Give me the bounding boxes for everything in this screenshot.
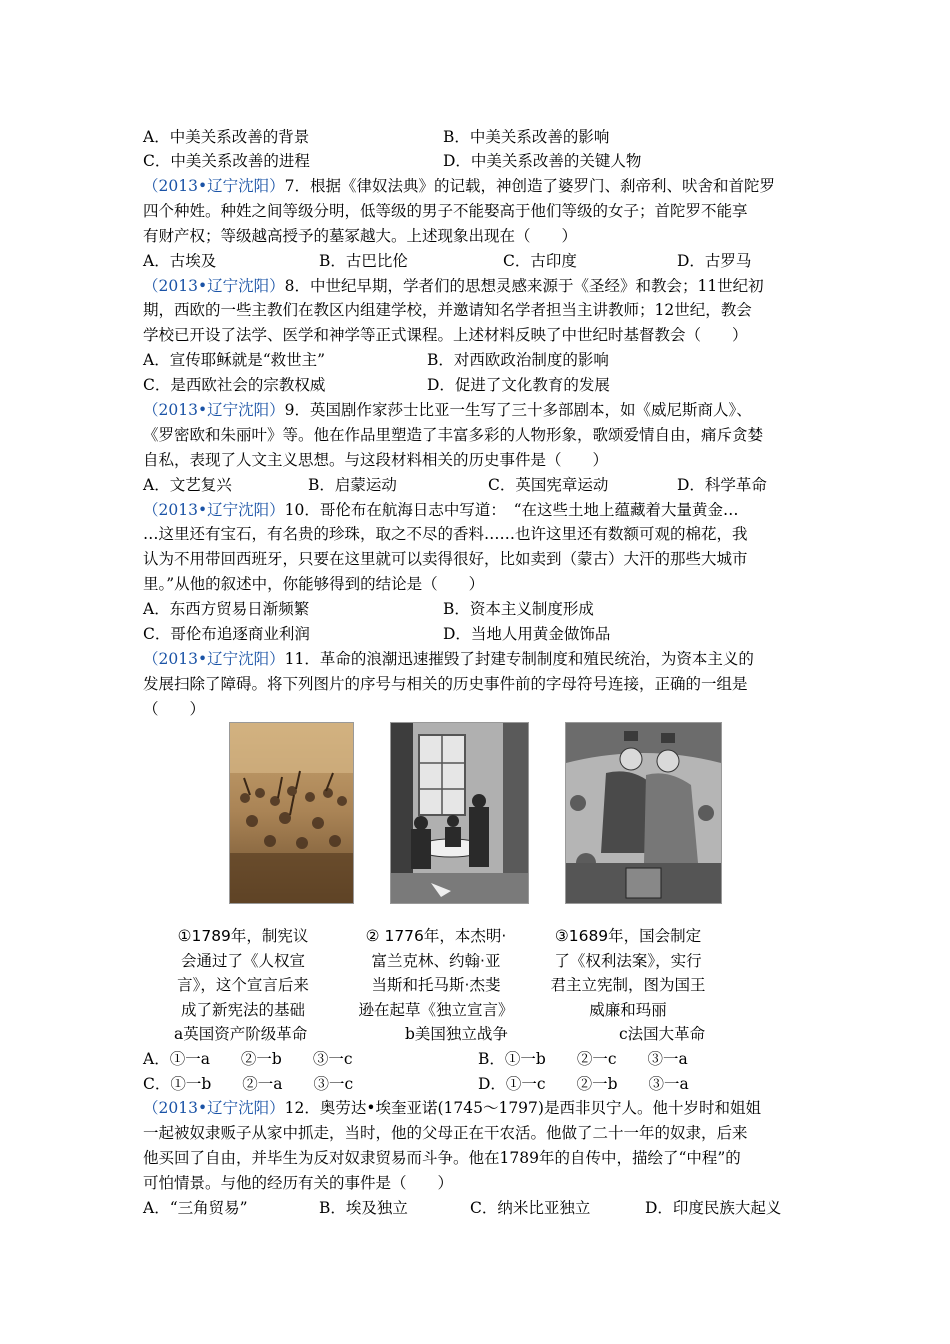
q7-option-d: D．古罗马 <box>677 252 752 270</box>
event-a: a英国资产阶级革命 <box>174 1025 308 1043</box>
declaration-drafting-image <box>390 722 529 904</box>
q8-line1 <box>143 274 764 298</box>
q9-line1 <box>143 398 752 422</box>
q11-source: （2013•辽宁沈阳） <box>143 650 285 668</box>
q11-option-c: C．①一b ②一a ③一c <box>143 1075 354 1093</box>
caption-2-line-1: ② 1776年，本杰明· <box>365 927 507 945</box>
q7-option-b: B．古巴比伦 <box>319 252 408 270</box>
q9-line2: 《罗密欧和朱丽叶》等。他在作品里塑造了丰富多彩的人物形象，歌颂爱情自由，痛斥贪婪 <box>143 426 764 444</box>
q11-option-d: D．①一c ②一b ③一a <box>478 1075 689 1093</box>
q10-option-d: D．当地人用黄金做饰品 <box>443 625 611 643</box>
q8-option-d: D．促进了文化教育的发展 <box>427 376 610 394</box>
q9-source: （2013•辽宁沈阳） <box>143 401 285 419</box>
event-c: c法国大革命 <box>619 1025 706 1043</box>
q8-text-1: 8．中世纪早期，学者们的思想灵感来源于《圣经》和教会；11世纪初 <box>284 277 764 295</box>
caption-3-line-2: 了《权利法案》，实行 <box>554 951 702 970</box>
caption-3-line-1: ③1689年，国会制定 <box>554 927 702 945</box>
q8-option-c: C．是西欧社会的宗教权威 <box>143 376 326 394</box>
q12-line4: 可怕情景。与他的经历有关的事件是（ ） <box>143 1174 454 1192</box>
q12-option-d: D．印度民族大起义 <box>645 1199 782 1217</box>
q10-option-c: C．哥伦布追逐商业利润 <box>143 625 310 643</box>
caption-1-line-3: 言》，这个宣言后来 <box>177 976 309 994</box>
q6-option-c: C．中美关系改善的进程 <box>143 152 310 170</box>
q10-text-1: 10．哥伦布在航海日志中写道： “在这些土地上蕴藏着大量黄金… <box>284 501 739 519</box>
q7-line1 <box>143 174 775 198</box>
q7-text-1: 7．根据《律奴法典》的记载，神创造了婆罗门、刹帝利、吠舍和首陀罗 <box>284 177 775 195</box>
q6-option-b: B．中美关系改善的影响 <box>443 128 610 146</box>
q9-option-c: C．英国宪章运动 <box>488 476 609 494</box>
q7-option-c: C．古印度 <box>503 252 577 270</box>
q11-option-b: B．①一b ②一c ③一a <box>478 1050 688 1068</box>
q12-line3: 他买回了自由，并毕生为反对奴隶贸易而斗争。他在1789年的自传中，描绘了“中程”的 <box>143 1149 741 1167</box>
q9-option-a: A．文艺复兴 <box>143 476 232 494</box>
q11-line1 <box>143 647 754 671</box>
caption-3-line-4: 威廉和玛丽 <box>589 1000 667 1019</box>
caption-2 <box>342 924 530 1022</box>
q10-line3: 认为不用带回西班牙，只要在这里就可以卖得很好，比如卖到（蒙古）大汗的那些大城市 <box>143 550 748 568</box>
caption-2-line-2: 富兰克林、约翰·亚 <box>371 951 501 970</box>
event-b: b美国独立战争 <box>405 1025 508 1043</box>
q10-source: （2013•辽宁沈阳） <box>143 501 285 519</box>
q12-option-b: B．埃及独立 <box>319 1199 408 1217</box>
caption-1-line-4: 成了新宪法的基础 <box>180 1000 305 1019</box>
caption-3 <box>536 924 720 1022</box>
q10-line1 <box>143 498 739 522</box>
q7-option-a: A．古埃及 <box>143 252 217 270</box>
q8-line2: 期，西欧的一些主教们在教区内组建学校，并邀请知名学者担当主讲教师；12世纪，教会 <box>143 301 752 319</box>
q6-option-a: A．中美关系改善的背景 <box>143 128 310 146</box>
q12-text-1: 12．奥劳达•埃奎亚诺(1745～1797)是西非贝宁人。他十岁时和姐姐 <box>284 1099 761 1117</box>
q11-line2: 发展扫除了障碍。将下列图片的序号与相关的历史事件前的字母符号连接，正确的一组是 <box>143 675 748 693</box>
q7-line3: 有财产权；等级越高授予的墓冢越大。上述现象出现在（ ） <box>143 227 578 245</box>
q12-option-c: C．纳米比亚独立 <box>470 1199 591 1217</box>
william-mary-image <box>565 722 722 904</box>
q12-option-a: A．“三角贸易” <box>143 1199 248 1217</box>
q8-option-a: A．宣传耶稣就是“救世主” <box>143 351 326 369</box>
q9-option-d: D．科学革命 <box>677 476 767 494</box>
q12-line1 <box>143 1096 761 1120</box>
caption-1-line-1: ①1789年，制宪议 <box>177 927 309 945</box>
q11-line3: （ ） <box>143 700 206 718</box>
q7-line2: 四个种姓。种姓之间等级分明，低等级的男子不能娶高于他们等级的女子；首陀罗不能享 <box>143 202 748 220</box>
q10-line2: …这里还有宝石，有名贵的珍珠，取之不尽的香料……也许这里还有数额可观的棉花，我 <box>143 525 748 543</box>
caption-1-line-2: 会通过了《人权宣 <box>180 951 305 970</box>
q11-text-1: 11．革命的浪潮迅速摧毁了封建专制制度和殖民统治，为资本主义的 <box>284 650 754 668</box>
q10-option-b: B．资本主义制度形成 <box>443 600 594 618</box>
q10-option-a: A．东西方贸易日渐频繁 <box>143 600 310 618</box>
caption-1 <box>163 924 323 1022</box>
q8-option-b: B．对西欧政治制度的影响 <box>427 351 609 369</box>
q12-source: （2013•辽宁沈阳） <box>143 1099 285 1117</box>
q9-text-1: 9．英国剧作家莎士比亚一生写了三十多部剧本，如《威尼斯商人》、 <box>284 401 752 419</box>
q8-line3: 学校已开设了法学、医学和神学等正式课程。上述材料反映了中世纪时基督教会（ ） <box>143 326 748 344</box>
q6-option-d: D．中美关系改善的关键人物 <box>443 152 642 170</box>
q9-option-b: B．启蒙运动 <box>308 476 397 494</box>
q7-source: （2013•辽宁沈阳） <box>143 177 285 195</box>
caption-2-line-3: 当斯和托马斯·杰斐 <box>371 976 501 994</box>
q11-option-a: A．①一a ②一b ③一c <box>143 1050 353 1068</box>
french-revolution-image <box>229 722 354 904</box>
q9-line3: 自私，表现了人文主义思想。与这段材料相关的历史事件是（ ） <box>143 451 609 469</box>
q12-line2: 一起被奴隶贩子从家中抓走，当时，他的父母正在干农活。他做了二十一年的奴隶，后来 <box>143 1124 748 1142</box>
caption-2-line-4: 逊在起草《独立宣言》 <box>358 1000 514 1019</box>
q10-line4: 里。”从他的叙述中，你能够得到的结论是（ ） <box>143 575 485 593</box>
q8-source: （2013•辽宁沈阳） <box>143 277 285 295</box>
caption-3-line-3: 君主立宪制，图为国王 <box>550 976 706 994</box>
